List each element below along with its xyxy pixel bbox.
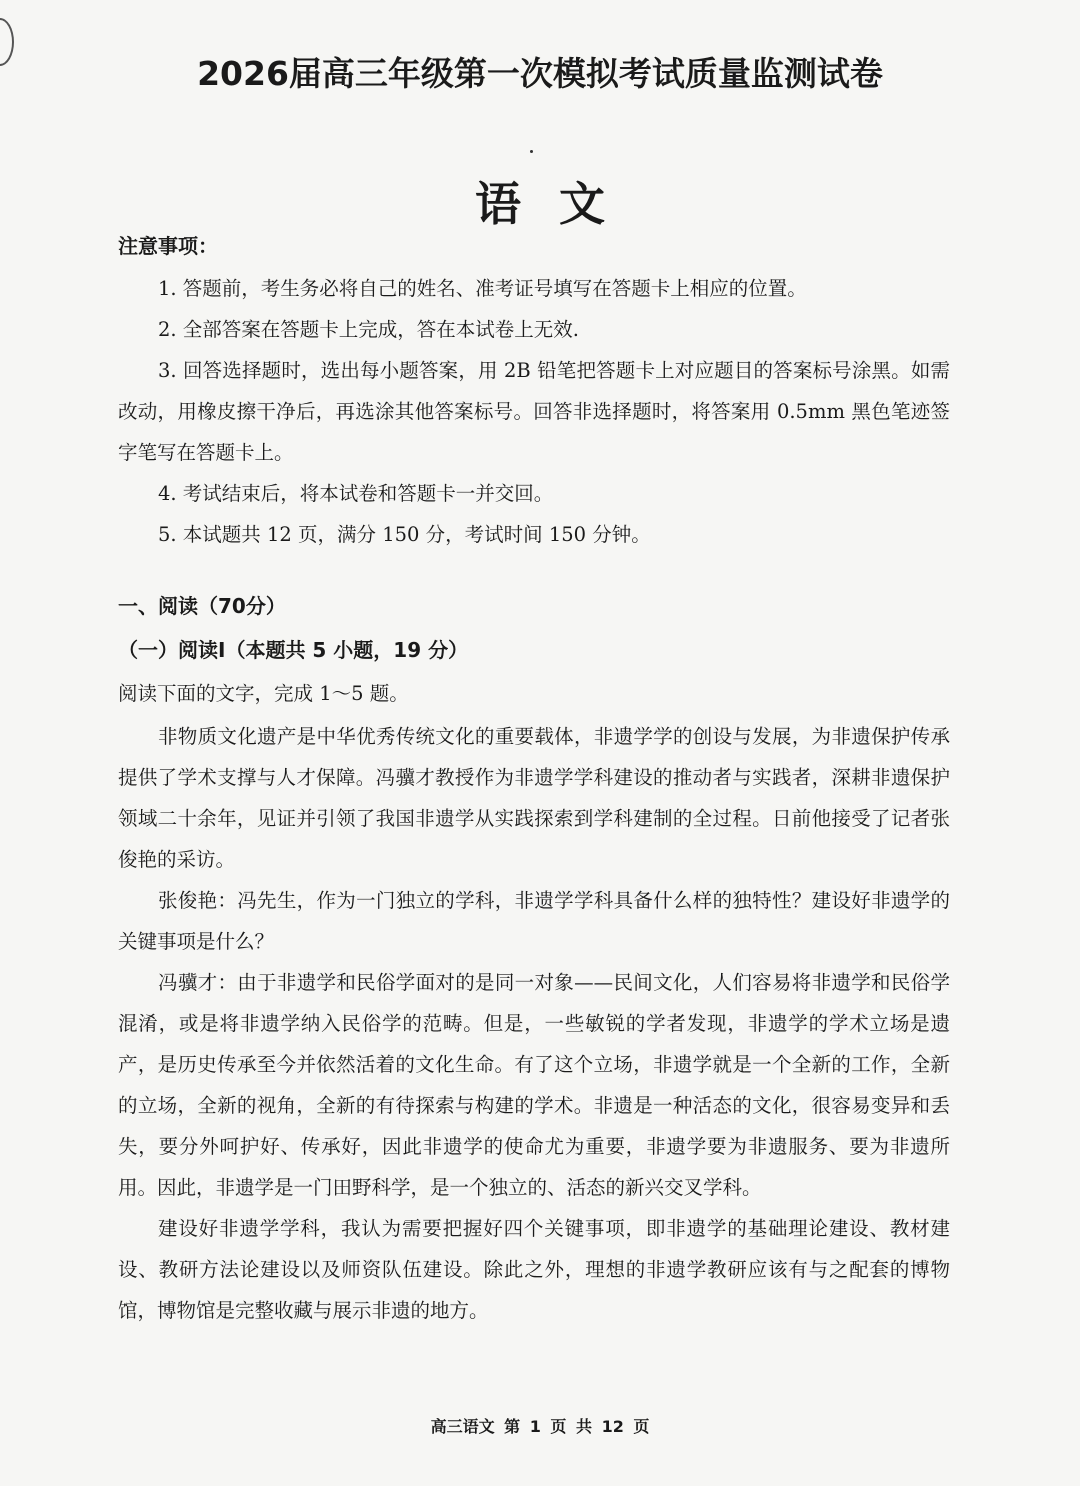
notice-item: 4. 考试结束后，将本试卷和答题卡一并交回。 (158, 482, 554, 505)
subsection-heading: （一）阅读I（本题共 5 小题，19 分） (118, 638, 469, 662)
passage-paragraph: 建设好非遗学学科，我认为需要把握好四个关键事项，即非遗学的基础理论建设、教材建设、教研方法论建设以及师资队伍建设。除此之外，理想的非遗学教研应该有与之配套的博物馆，博物馆是完整收藏与展示非遗的地方。 (118, 1217, 950, 1322)
stray-dot (530, 150, 533, 153)
passage-paragraph: 张俊艳：冯先生，作为一门独立的学科，非遗学学科具备什么样的独特性？建设好非遗学的关键事项是什么？ (118, 889, 950, 953)
notice-heading: 注意事项： (118, 234, 218, 258)
section-heading: 一、阅读（70分） (118, 594, 286, 618)
notice-item: 3. 回答选择题时，选出每小题答案，用 2B 铅笔把答题卡上对应题目的答案标号涂黑。如需改动，用橡皮擦干净后，再选涂其他答案标号。回答非选择题时，将答案用 0.5mm 黑色笔迹签字笔写在答题卡上。 (118, 359, 950, 464)
reading-passage (118, 716, 950, 1331)
exam-title: 2026届高三年级第一次模拟考试质量监测试卷 (197, 54, 883, 93)
page-footer: 高三语文 第 1 页 共 12 页 (430, 1417, 650, 1436)
subject-title: 语文 (475, 177, 643, 231)
notice-item: 1. 答题前，考生务必将自己的姓名、准考证号填写在答题卡上相应的位置。 (158, 277, 807, 300)
reading-instruction: 阅读下面的文字，完成 1～5 题。 (118, 682, 409, 705)
notice-list (118, 268, 950, 555)
passage-paragraph: 非物质文化遗产是中华优秀传统文化的重要载体，非遗学学的创设与发展，为非遗保护传承提供了学术支撑与人才保障。冯骥才教授作为非遗学学科建设的推动者与实践者，深耕非遗保护领域二十余年，见证并引领了我国非遗学从实践探索到学科建制的全过程。日前他接受了记者张俊艳的采访。 (118, 725, 950, 871)
notice-item: 5. 本试题共 12 页，满分 150 分，考试时间 150 分钟。 (158, 523, 651, 546)
notice-item: 2. 全部答案在答题卡上完成，答在本试卷上无效. (158, 318, 580, 341)
passage-paragraph: 冯骥才：由于非遗学和民俗学面对的是同一对象——民间文化，人们容易将非遗学和民俗学混淆，或是将非遗学纳入民俗学的范畴。但是，一些敏锐的学者发现，非遗学的学术立场是遗产，是历史传承至今并依然活着的文化生命。有了这个立场，非遗学就是一个全新的工作，全新的立场，全新的视角，全新的有待探索与构建的学术。非遗是一种活态的文化，很容易变异和丢失，要分外呵护好、传承好，因此非遗学的使命尤为重要，非遗学要为非遗服务、要为非遗所用。因此，非遗学是一门田野科学，是一个独立的、活态的新兴交叉学科。 (118, 971, 950, 1199)
